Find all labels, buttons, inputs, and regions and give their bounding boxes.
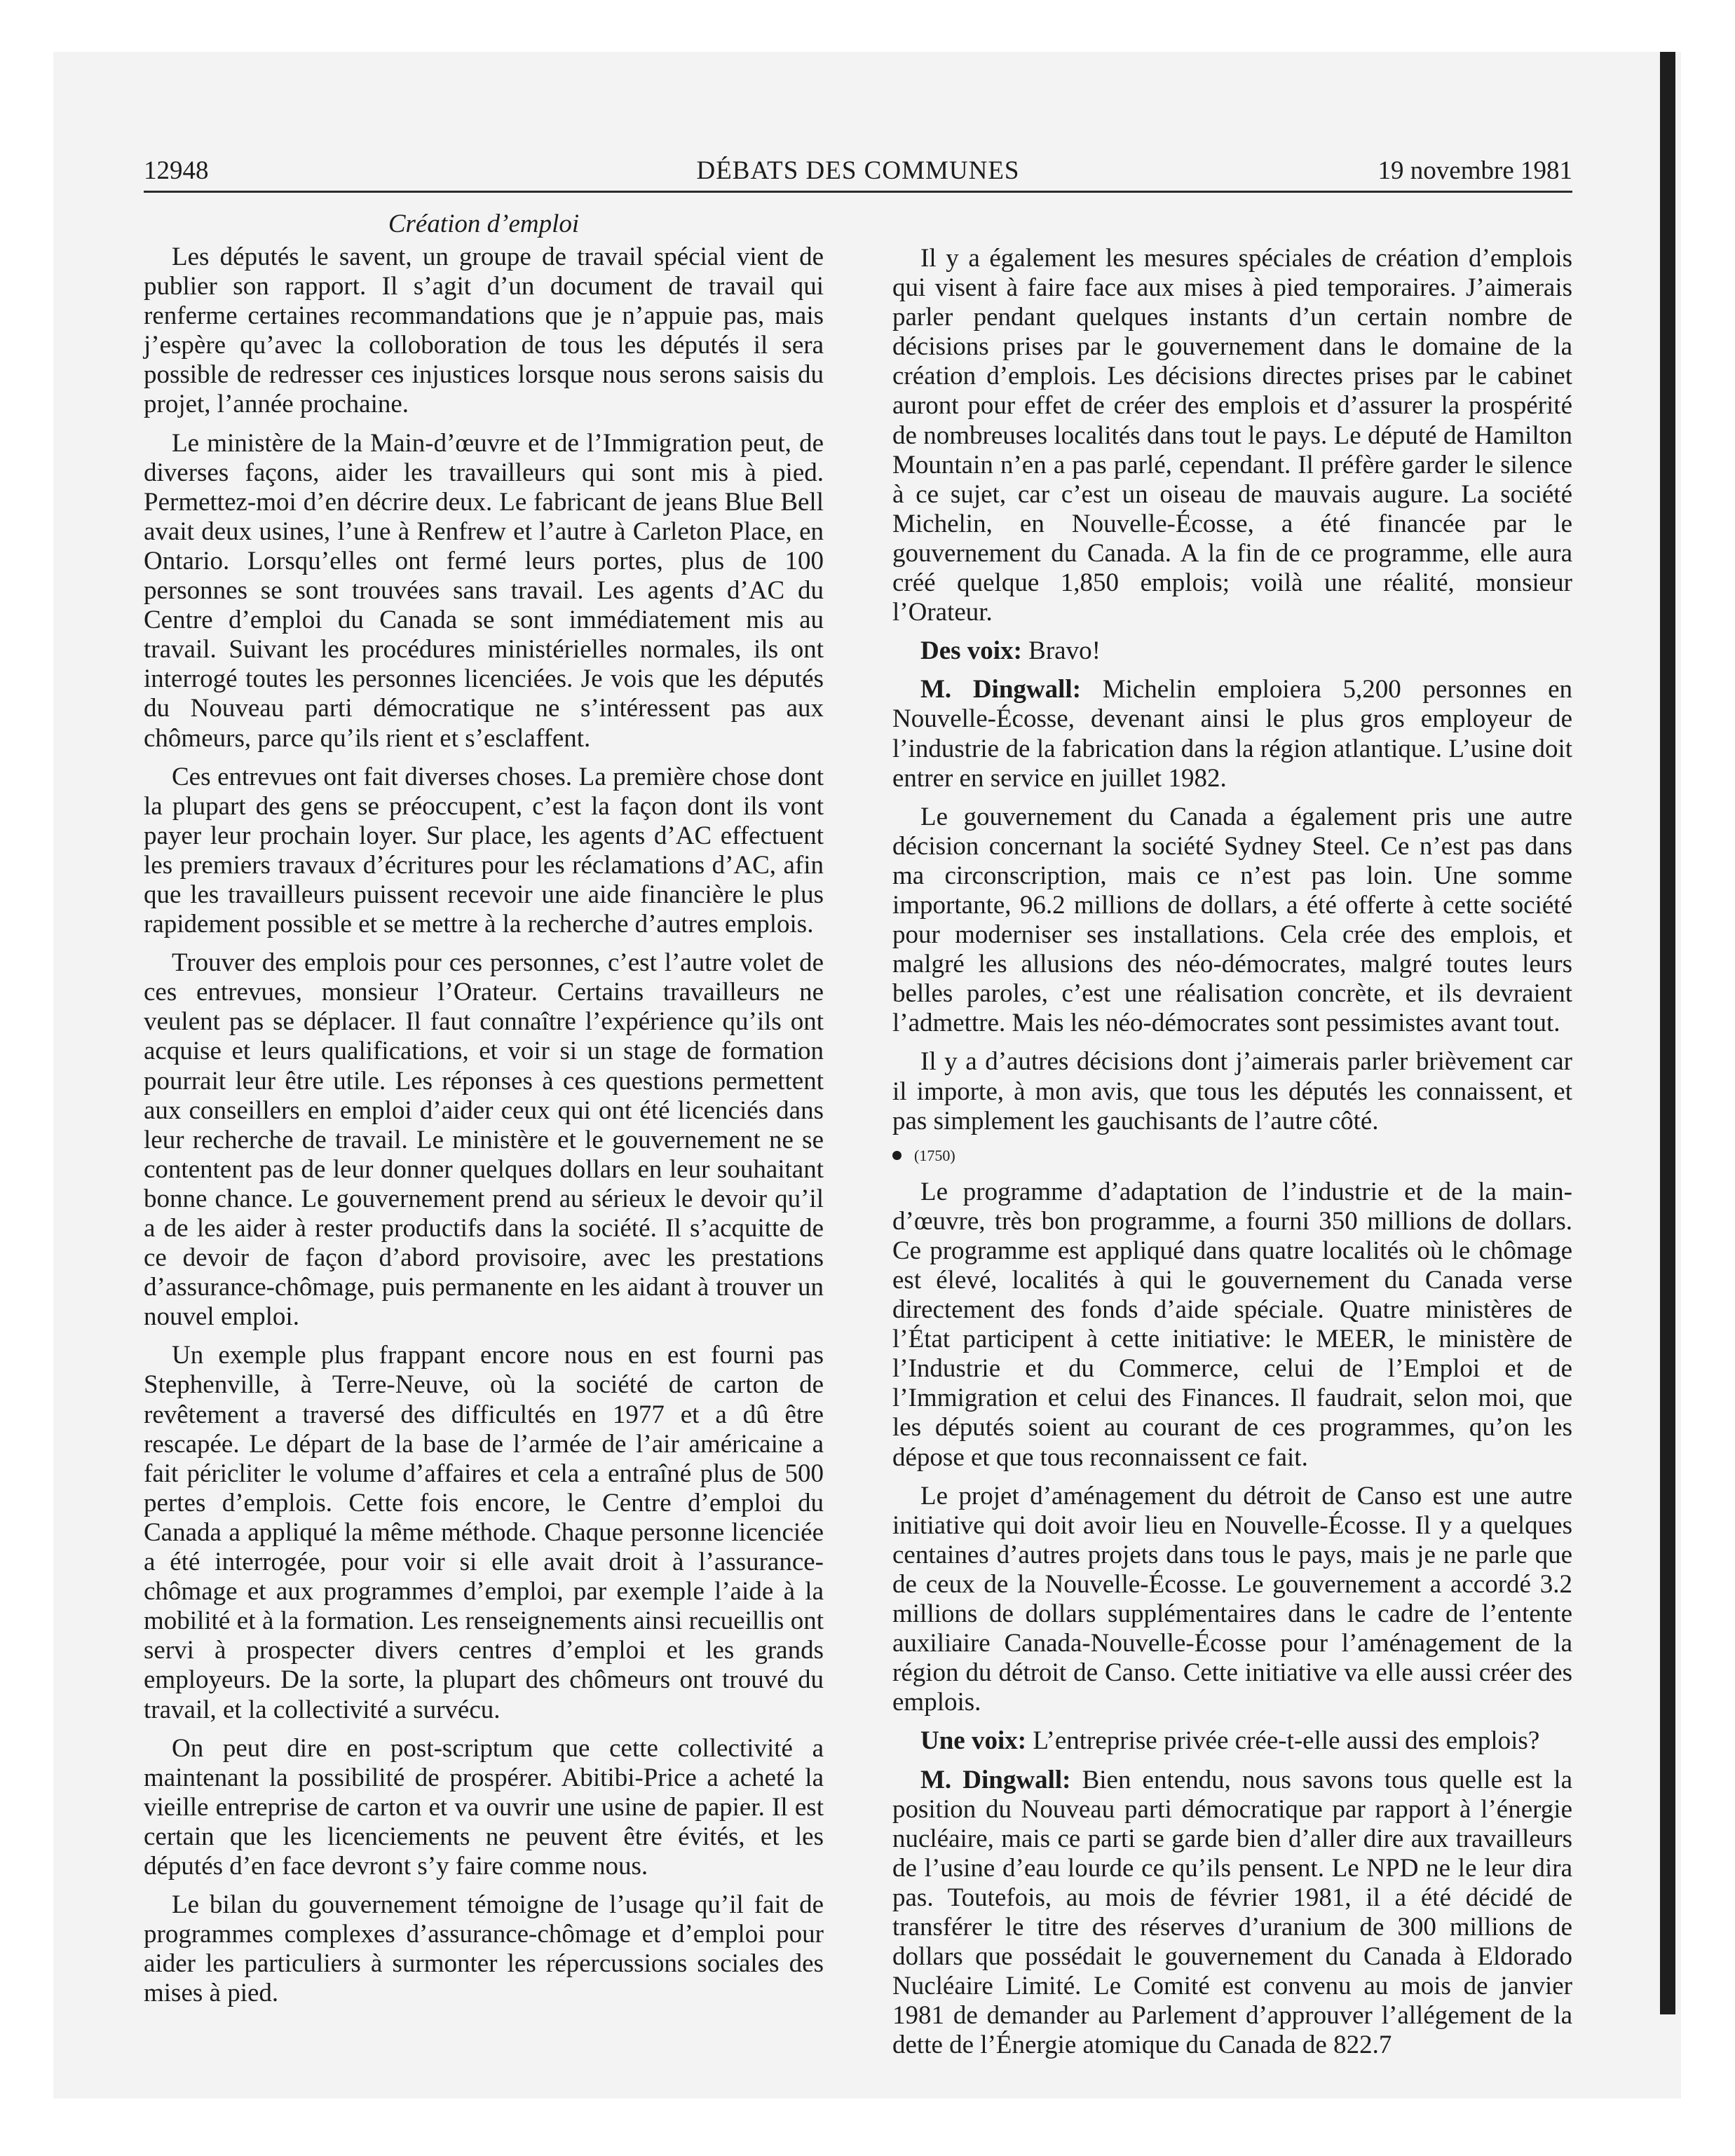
time-marker-text: (1750) (914, 1146, 955, 1164)
time-marker (892, 1145, 1572, 1166)
section-heading: Création d’emploi (388, 210, 580, 238)
speech-text: Michelin emploiera 5,200 personnes en Nouvelle-Écosse, devenant ainsi le plus gros employeur de l’industrie de la fabrication dans la région atlantique. L’usine doit entrer en service en juillet 1982. (892, 675, 1572, 793)
speaker-name: Une voix: (920, 1726, 1027, 1756)
paragraph: Un exemple plus frappant encore nous en est fourni pas Stephenville, à Terre-Neuve, où la société de carton de revêtement a traversé des difficultés en 1977 et a dû être rescapée. Le départ de la base de l’armée de l’air américaine a fait péricliter le volume d’affaires et cela a entraîné plus de 500 pertes d’emplois. Cette fois encore, le Centre d’emploi du Canada a appliqué la même méthode. Chaque personne licenciée a été interrogée, pour voir si elle avait droit à l’assurance-chômage et aux programmes d’emploi, par exemple l’aide à la mobilité et à la formation. Les renseignements ainsi recueillis ont servi à prospecter divers centres d’emploi et les grands employeurs. De la sorte, la plupart des chômeurs ont trouvé du travail, et la collectivité a survécu. (144, 1341, 824, 1724)
right-column (892, 244, 1572, 2069)
speech-dingwall (892, 675, 1572, 793)
speech-text: Bien entendu, nous savons tous quelle est la position du Nouveau parti démocratique par rapport à l’énergie nucléaire, mais ce parti se garde bien d’aller dire aux travailleurs de l’usine d’eau lourde ce qu’ils pensent. Le NPD ne le leur dira pas. Toutefois, au mois de février 1981, il a été décidé de transférer le titre des réserves d’uranium de 300 millions de dollars que possédait le gouvernement du Canada à Eldorado Nucléaire Limité. Le Comité est convenu au mois de janvier 1981 de demander au Parlement d’approuver l’allégement de la dette de l’Énergie atomique du Canada de 822.7 (892, 1765, 1573, 2060)
speech-voice (892, 1726, 1572, 1756)
page-date: 19 novembre 1981 (1377, 156, 1572, 185)
paragraph: Il y a également les mesures spéciales de création d’emplois qui visent à faire face aux mises à pied temporaires. J’aimerais parler pendant quelques instants d’un certain nombre de décisions prises par le gouvernement dans le domaine de la création d’emplois. Les décisions directes prises par le cabinet auront pour effet de créer des emplois et d’assurer la prospérité de nombreuses localités dans tout le pays. Le député de Hamilton Mountain n’en a pas parlé, cependant. Il préfère garder le silence à ce sujet, car c’est un oiseau de mauvais augure. La société Michelin, en Nouvelle-Écosse, a été financée par le gouvernement du Canada. A la fin de ce programme, elle aura créé quelque 1,850 emplois; voilà une réalité, monsieur l’Orateur. (892, 244, 1572, 627)
speaker-name: M. Dingwall: (920, 1765, 1071, 1794)
paragraph: Il y a d’autres décisions dont j’aimerais parler brièvement car il importe, à mon avis, que tous les députés les connaissent, et pas simplement les gauchisants de l’autre côté. (892, 1047, 1572, 1135)
paragraph: Le ministère de la Main-d’œuvre et de l’Immigration peut, de diverses façons, aider les travailleurs qui sont mis à pied. Permettez-moi d’en décrire deux. Le fabricant de jeans Blue Bell avait deux usines, l’une à Renfrew et l’autre à Carleton Place, en Ontario. Lorsqu’elles ont fermé leurs portes, plus de 100 personnes se sont trouvées sans travail. Les agents d’AC du Centre d’emploi du Canada se sont immédiatement mis au travail. Suivant les procédures ministérielles normales, ils ont interrogé toutes les personnes licenciées. Je vois que les députés du Nouveau parti démocratique ne s’intéressent pas aux chômeurs, parce qu’ils rient et s’esclaffent. (144, 428, 824, 753)
scan-edge-bar (1660, 52, 1675, 2014)
paragraph: Ces entrevues ont fait diverses choses. La première chose dont la plupart des gens se préoccupent, c’est la façon dont ils vont payer leur prochain loyer. Sur place, les agents d’AC effectuent les premiers travaux d’écritures pour les réclamations d’AC, afin que les travailleurs puissent recevoir une aide financière le plus rapidement possible et se mettre à la recherche d’autres emplois. (144, 762, 824, 939)
paragraph: On peut dire en post-scriptum que cette collectivité a maintenant la possibilité de prospérer. Abitibi-Price a acheté la vieille entreprise de carton et va ouvrir une usine de papier. Il est certain que les licenciements ne peuvent être évités, et les députés d’en face devront s’y faire comme nous. (144, 1733, 824, 1881)
journal-title: DÉBATS DES COMMUNES (696, 156, 1020, 185)
paragraph: Le bilan du gouvernement témoigne de l’usage qu’il fait de programmes complexes d’assurance-chômage et d’emploi pour aider les particuliers à surmonter les répercussions sociales des mises à pied. (144, 1890, 824, 2008)
page-header (144, 156, 1572, 192)
speech-text: L’entreprise privée crée-t-elle aussi des emplois? (1033, 1726, 1540, 1756)
header-rule (144, 191, 1572, 193)
paragraph: Le projet d’aménagement du détroit de Canso est une autre initiative qui doit avoir lieu en Nouvelle-Écosse. Il y a quelques centaines d’autres projets dans tous le pays, mais je ne parle que de ceux de la Nouvelle-Écosse. Le gouvernement a accordé 3.2 millions de dollars supplémentaires dans le cadre de l’entente auxiliaire Canada-Nouvelle-Écosse pour l’aménagement de la région du détroit de Canso. Cette initiative va elle aussi créer des emplois. (892, 1481, 1572, 1717)
left-column (144, 209, 824, 2017)
bullet-icon (892, 1151, 901, 1160)
page-number: 12948 (144, 156, 209, 185)
paragraph: Trouver des emplois pour ces personnes, c’est l’autre volet de ces entrevues, monsieur l’Orateur. Certains travailleurs ne veulent pas se déplacer. Il faut connaître l’expérience qu’ils ont acquise et leurs qualifications, et voir si un stage de formation pourrait leur être utile. Les réponses à ces questions permettent aux conseillers en emploi d’aider ceux qui ont été licenciés dans leur recherche de travail. Le ministère et le gouvernement ne se contentent pas de leur donner quelques dollars en leur souhaitant bonne chance. Le gouvernement prend au sérieux le devoir qu’il a de les aider à rester productifs dans la société. Il s’acquitte de ce devoir de façon d’abord provisoire, avec les prestations d’assurance-chômage, puis permanente en les aidant à trouver un nouvel emploi. (144, 948, 824, 1332)
paragraph: Les députés le savent, un groupe de travail spécial vient de publier son rapport. Il s’agit d’un document de travail qui renferme certaines recommandations que je n’appuie pas, mais j’espère qu’avec la colloboration de tous les députés il sera possible de redresser ces injustices lorsque nous serons saisis du projet, l’année prochaine. (144, 243, 824, 419)
paragraph: Le programme d’adaptation de l’industrie et de la main-d’œuvre, très bon programme, a fourni 350 millions de dollars. Ce programme est appliqué dans quatre localités où le chômage est élevé, localités à qui le gouvernement du Canada verse directement des fonds d’aide spéciale. Quatre ministères de l’État participent à cette initiative: le MEER, le ministère de l’Industrie et du Commerce, celui de l’Emploi et de l’Immigration et celui des Finances. Il faudrait, selon moi, que les députés soient au courant de ces programmes, qu’on les dépose et que tous reconnaissent ce fait. (892, 1177, 1572, 1472)
speaker-name: M. Dingwall: (920, 675, 1082, 704)
speech-dingwall (892, 1766, 1572, 2061)
speaker-name: Des voix: (920, 636, 1022, 666)
speech-voices (892, 636, 1572, 666)
speech-text: Bravo! (1028, 636, 1101, 666)
paragraph: Le gouvernement du Canada a également pris une autre décision concernant la société Sydney Steel. Ce n’est pas dans ma circonscription, mais ce n’est pas loin. Une somme importante, 96.2 millions de dollars, a été offerte à cette société pour moderniser ses installations. Cela crée des emplois, et malgré les allusions des néo-démocrates, malgré toutes leurs belles paroles, c’est une réalisation concrète, et ils devraient l’admettre. Mais les néo-démocrates sont pessimistes avant tout. (892, 802, 1572, 1038)
